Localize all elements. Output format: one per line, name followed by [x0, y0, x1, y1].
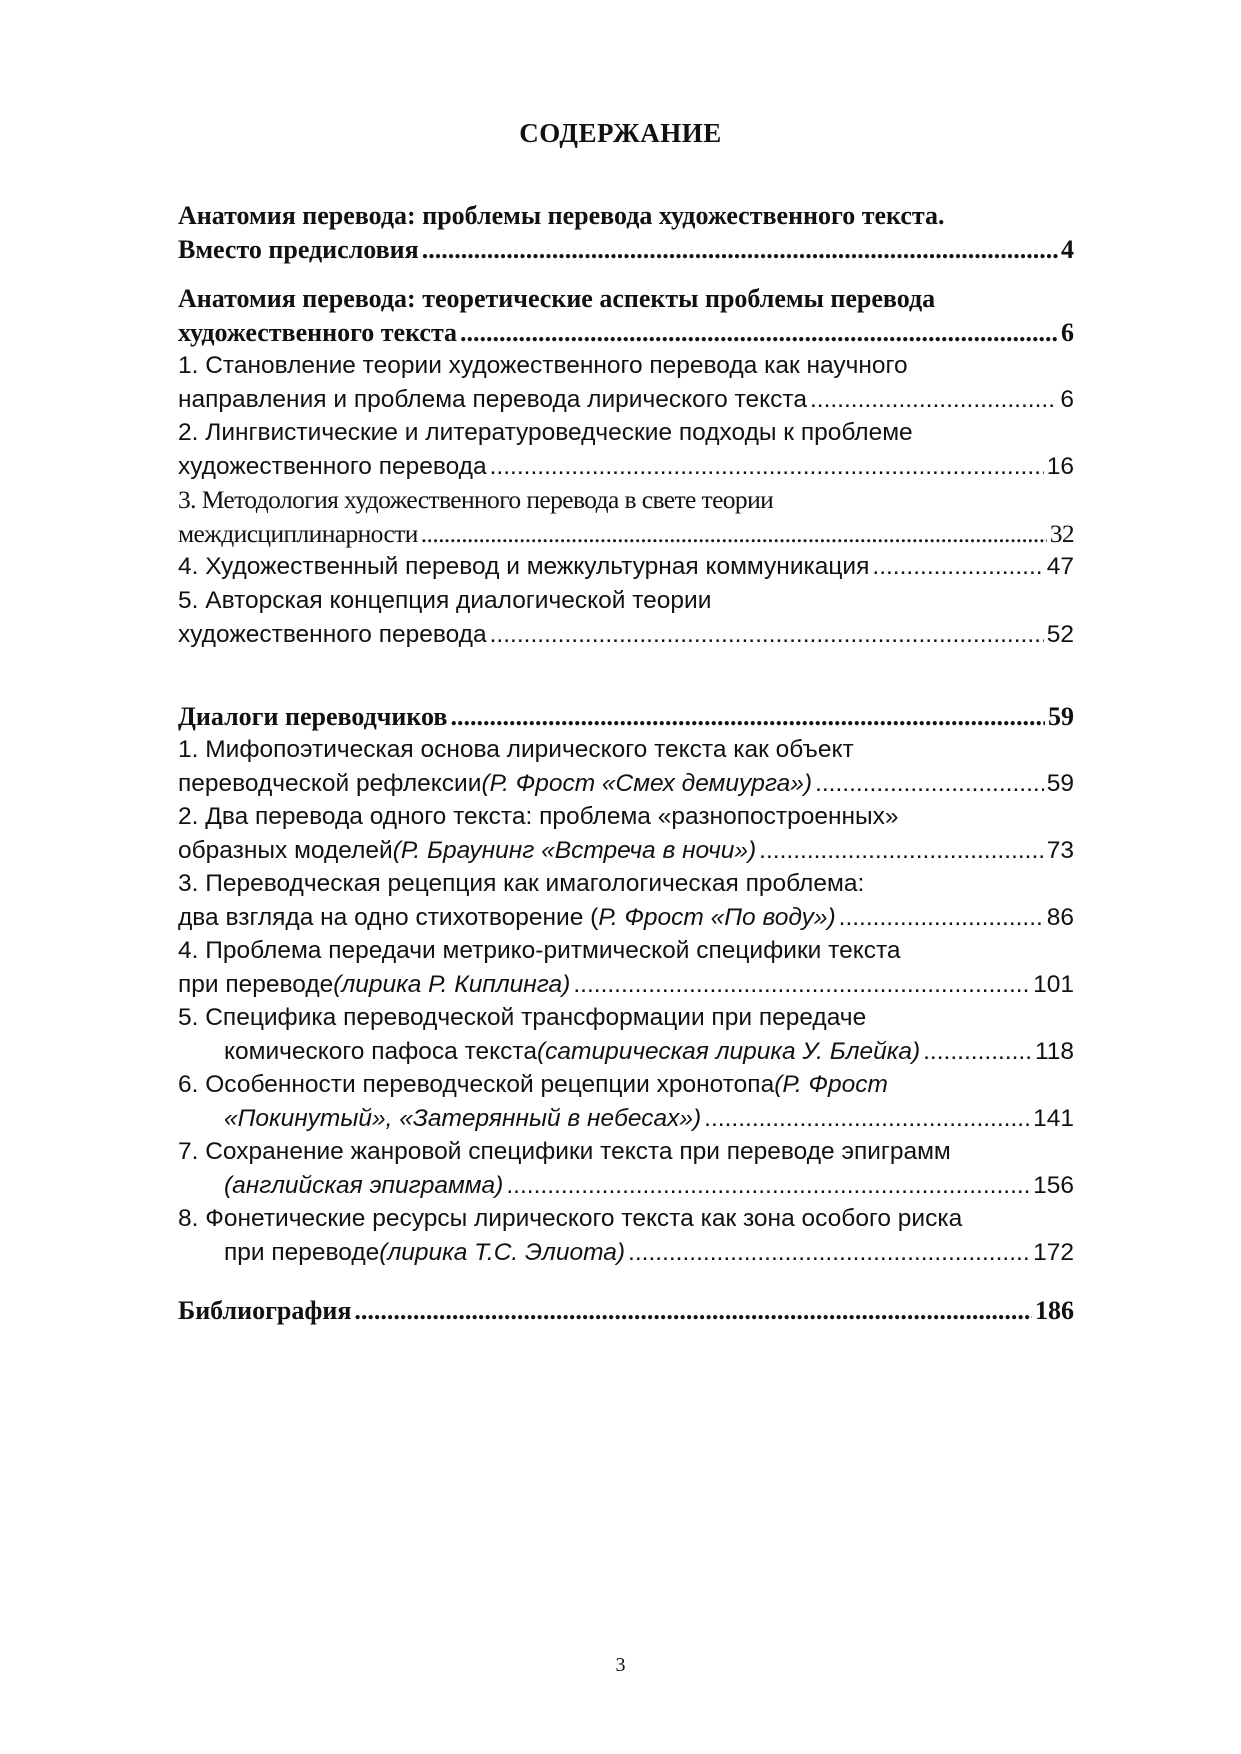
toc-entry-text: 5. Авторская концепция диалогической теории: [178, 587, 712, 614]
toc-page-number: 186: [1035, 1296, 1074, 1325]
leader-dots: [815, 767, 1044, 801]
toc-entry-text: образных моделей: [178, 836, 393, 864]
toc-page-number: 6: [1060, 385, 1074, 413]
toc-entry-text: 3. Переводческая рецепция как имагологическая проблема:: [178, 870, 865, 897]
toc-entry-italic: (Р. Фрост: [774, 1071, 888, 1098]
toc-entry-text: 3. Методология художественного перевода в свете теории: [178, 485, 774, 514]
toc-entry-text: 1. Мифопоэтическая основа лирического текста как объект: [178, 736, 854, 763]
leader-dots: [506, 1169, 1030, 1203]
toc-entry-text: 8. Фонетические ресурсы лирического текста как зона особого риска: [178, 1205, 963, 1232]
toc-item[interactable]: [178, 483, 1074, 550]
toc-page-number: 141: [1033, 1104, 1074, 1132]
leader-dots: [923, 1035, 1032, 1069]
toc-page-number: 16: [1046, 452, 1074, 480]
toc-page-number: 6: [1061, 317, 1074, 347]
leader-dots: [422, 233, 1058, 267]
toc-entry-text: Диалоги переводчиков: [178, 702, 448, 731]
toc-item[interactable]: [178, 584, 1074, 651]
toc-entry-text: Вместо предисловия: [178, 234, 419, 264]
toc-entry-italic: «Покинутый», «Затерянный в небесах»): [224, 1104, 702, 1132]
toc-entry-text: 4. Художественный перевод и межкультурная коммуникация: [178, 553, 870, 580]
toc-section-theory[interactable]: [178, 282, 1074, 349]
toc-entry-text: 7. Сохранение жанровой специфики текста при переводе эпиграмм: [178, 1138, 951, 1165]
toc-entry-italic: (сатирическая лирика У. Блейка): [537, 1037, 921, 1065]
toc-entry-text: 2. Лингвистические и литературоведческие подходы к проблеме: [178, 419, 913, 446]
toc-item[interactable]: [178, 550, 1074, 584]
toc-entry-text: междисциплинарности: [178, 518, 418, 548]
toc-page-number: 156: [1033, 1171, 1074, 1199]
toc-page-number: 101: [1033, 970, 1074, 998]
leader-dots: [628, 1236, 1030, 1270]
toc-section-preface[interactable]: [178, 199, 1074, 266]
toc-item[interactable]: [178, 416, 1074, 483]
toc-entry-text: переводческой рефлексии: [178, 769, 482, 797]
toc-item[interactable]: [178, 867, 1074, 934]
toc-entry-text: Анатомия перевода: проблемы перевода художественного текста.: [178, 201, 945, 230]
toc-item[interactable]: [178, 800, 1074, 867]
toc-section-dialogues[interactable]: [178, 700, 1074, 734]
toc-entry-text: Анатомия перевода: теоретические аспекты проблемы перевода: [178, 284, 936, 313]
toc-item[interactable]: [178, 934, 1074, 1001]
toc-entry-text: 2. Два перевода одного текста: проблема «разнопостроенных»: [178, 803, 899, 830]
toc-page-number: 32: [1049, 518, 1074, 548]
toc-entry-text: художественного перевода: [178, 452, 487, 480]
leader-dots: [450, 700, 1045, 734]
toc-entry-italic: (лирика Т.С. Элиота): [379, 1238, 626, 1266]
toc-entry-italic: (английская эпиграмма): [224, 1171, 504, 1199]
leader-dots: [354, 1294, 1032, 1328]
toc-page-number: 59: [1048, 702, 1074, 731]
toc-entry-text: два взгляда на одно стихотворение (: [178, 903, 599, 931]
leader-dots: [573, 968, 1030, 1002]
toc-entry-text: 6. Особенности переводческой рецепции хронотопа: [178, 1071, 775, 1098]
leader-dots: [759, 834, 1044, 868]
toc-entry-italic: Р. Фрост «По воду»): [598, 903, 836, 931]
toc-entry-text: 1. Становление теории художественного перевода как научного: [178, 352, 908, 379]
leader-dots: [704, 1102, 1030, 1136]
leader-dots: [490, 450, 1044, 484]
toc-page-number: 73: [1046, 836, 1074, 864]
leader-dots: [490, 618, 1044, 652]
toc-entry-text: комического пафоса текста: [224, 1037, 537, 1065]
page-number: 3: [615, 1654, 626, 1676]
toc-item[interactable]: [178, 733, 1074, 800]
leader-dots: [810, 383, 1057, 417]
toc-entry-text: художественного перевода: [178, 620, 487, 648]
toc-entry-text: 4. Проблема передачи метрико-ритмической специфики текста: [178, 937, 901, 964]
toc-entry-text: при переводе: [178, 970, 334, 998]
toc-item[interactable]: [178, 1135, 1074, 1202]
toc-page-number: 118: [1034, 1037, 1074, 1065]
toc-item[interactable]: [178, 1202, 1074, 1269]
toc-page-number: 86: [1046, 903, 1074, 931]
toc-entry-text: 5. Специфика переводческой трансформации при передаче: [178, 1004, 867, 1031]
toc-item[interactable]: [178, 1068, 1074, 1135]
toc-entry-text: Библиография: [178, 1296, 352, 1325]
leader-dots: [872, 550, 1043, 584]
toc-page-number: 59: [1046, 769, 1074, 797]
leader-dots: [460, 316, 1058, 350]
toc-entry-text: направления и проблема перевода лирического текста: [178, 385, 807, 413]
toc-page-number: 52: [1046, 620, 1074, 648]
toc-section-bibliography[interactable]: [178, 1294, 1074, 1328]
toc-page-number: 47: [1046, 553, 1074, 580]
page-title: СОДЕРЖАНИЕ: [519, 118, 722, 148]
toc-item[interactable]: [178, 349, 1074, 416]
toc-entry-text: художественного текста: [178, 317, 458, 347]
toc-page-number: 4: [1061, 234, 1074, 264]
toc-page-number: 172: [1033, 1238, 1074, 1266]
toc-item[interactable]: [178, 1001, 1074, 1068]
toc-entry-italic: (Р. Браунинг «Встреча в ночи»): [392, 836, 757, 864]
leader-dots: [839, 901, 1044, 935]
toc-entry-text: при переводе: [224, 1238, 380, 1266]
toc-entry-italic: (Р. Фрост «Смех демиурга»): [481, 769, 813, 797]
toc-entry-italic: (лирика Р. Киплинга): [333, 970, 571, 998]
leader-dots: [421, 517, 1047, 551]
